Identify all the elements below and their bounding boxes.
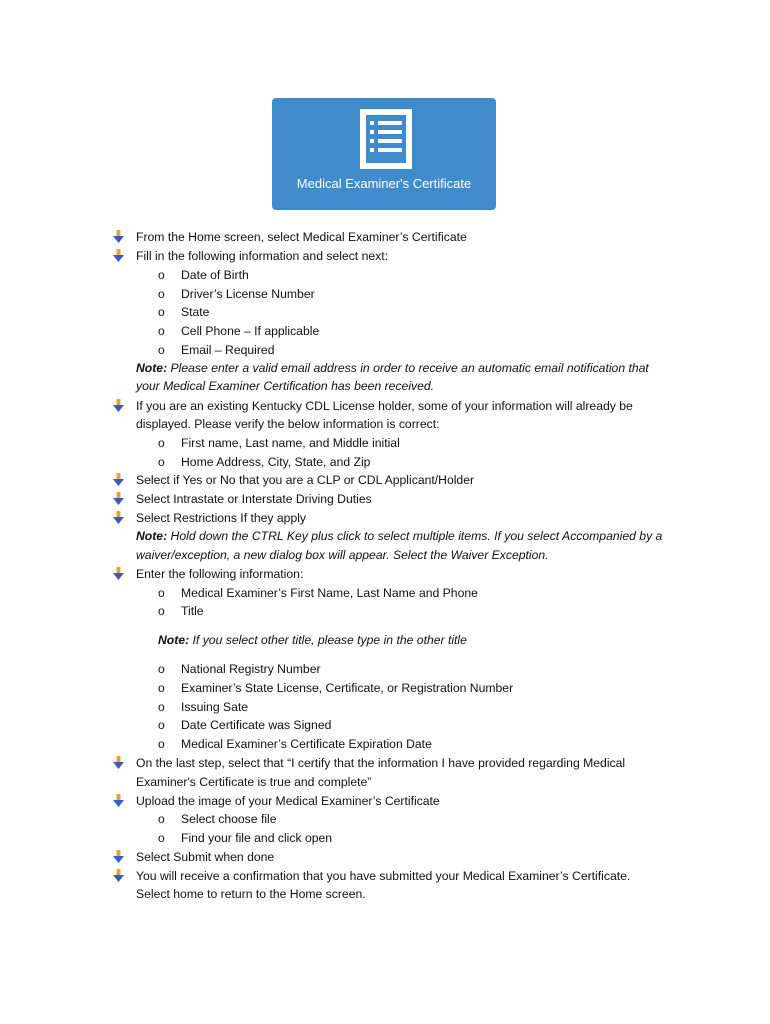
down-arrow-bullet-icon (113, 399, 124, 412)
step-certify-cont: Examiner's Certificate is true and complete” (136, 775, 372, 789)
down-arrow-bullet-icon (113, 511, 124, 524)
down-arrow-bullet-icon (113, 794, 124, 807)
note-other-title: Note: If you select other title, please type in the other title (158, 633, 467, 647)
list-item: o Email – Required (158, 343, 275, 357)
list-document-icon (360, 109, 412, 169)
list-item: o Cell Phone – If applicable (158, 324, 320, 338)
list-item: o Driver’s License Number (158, 287, 315, 301)
tile-label: Medical Examiner's Certificate (296, 176, 472, 191)
list-item: o Issuing Sate (158, 700, 249, 714)
list-item: o First name, Last name, and Middle initial (158, 436, 400, 450)
step-driving-duties: Select Intrastate or Interstate Driving Duties (136, 490, 372, 508)
list-item: o Medical Examiner’s Certificate Expiration Date (158, 737, 432, 751)
step-existing-holder: If you are an existing Kentucky CDL License holder, some of your information will already be (136, 397, 633, 415)
down-arrow-bullet-icon (113, 230, 124, 243)
note-ctrl-key: Note: Hold down the CTRL Key plus click to select multiple items. If you select Accompanied by a (136, 529, 663, 543)
step-upload: Upload the image of your Medical Examiner’s Certificate (136, 792, 440, 810)
step-enter-info: Enter the following information: (136, 565, 303, 583)
list-item: o Date Certificate was Signed (158, 718, 332, 732)
down-arrow-bullet-icon (113, 473, 124, 486)
medical-examiners-certificate-tile[interactable] (272, 98, 496, 210)
down-arrow-bullet-icon (113, 249, 124, 262)
down-arrow-bullet-icon (113, 869, 124, 882)
step-confirmation: You will receive a confirmation that you have submitted your Medical Examiner’s Certificate. (136, 867, 630, 885)
list-item: o Medical Examiner’s First Name, Last Name and Phone (158, 586, 478, 600)
step-existing-holder-cont: displayed. Please verify the below information is correct: (136, 417, 440, 431)
list-item: o Title (158, 604, 204, 618)
step-home-screen: From the Home screen, select Medical Examiner’s Certificate (136, 228, 467, 246)
step-certify: On the last step, select that “I certify that the information I have provided regarding Medical (136, 754, 625, 772)
step-clp-cdl: Select if Yes or No that you are a CLP or CDL Applicant/Holder (136, 471, 474, 489)
step-submit: Select Submit when done (136, 848, 274, 866)
note-ctrl-key-cont: waiver/exception, a new dialog box will appear. Select the Waiver Exception. (136, 548, 549, 562)
list-item: o State (158, 305, 210, 319)
down-arrow-bullet-icon (113, 850, 124, 863)
list-item: o Home Address, City, State, and Zip (158, 455, 371, 469)
list-item: o Examiner’s State License, Certificate, or Registration Number (158, 681, 514, 695)
list-item: o National Registry Number (158, 662, 321, 676)
down-arrow-bullet-icon (113, 567, 124, 580)
down-arrow-bullet-icon (113, 756, 124, 769)
step-fill-info: Fill in the following information and select next: (136, 247, 388, 265)
down-arrow-bullet-icon (113, 492, 124, 505)
note-email: Note: Please enter a valid email address in order to receive an automatic email notification that (136, 361, 649, 375)
note-email-cont: your Medical Examiner Certification has been received. (136, 379, 435, 393)
list-item: o Select choose file (158, 812, 277, 826)
list-item: o Find your file and click open (158, 831, 333, 845)
step-confirmation-cont: Select home to return to the Home screen. (136, 887, 366, 901)
list-item: o Date of Birth (158, 268, 249, 282)
step-restrictions: Select Restrictions If they apply (136, 509, 306, 527)
